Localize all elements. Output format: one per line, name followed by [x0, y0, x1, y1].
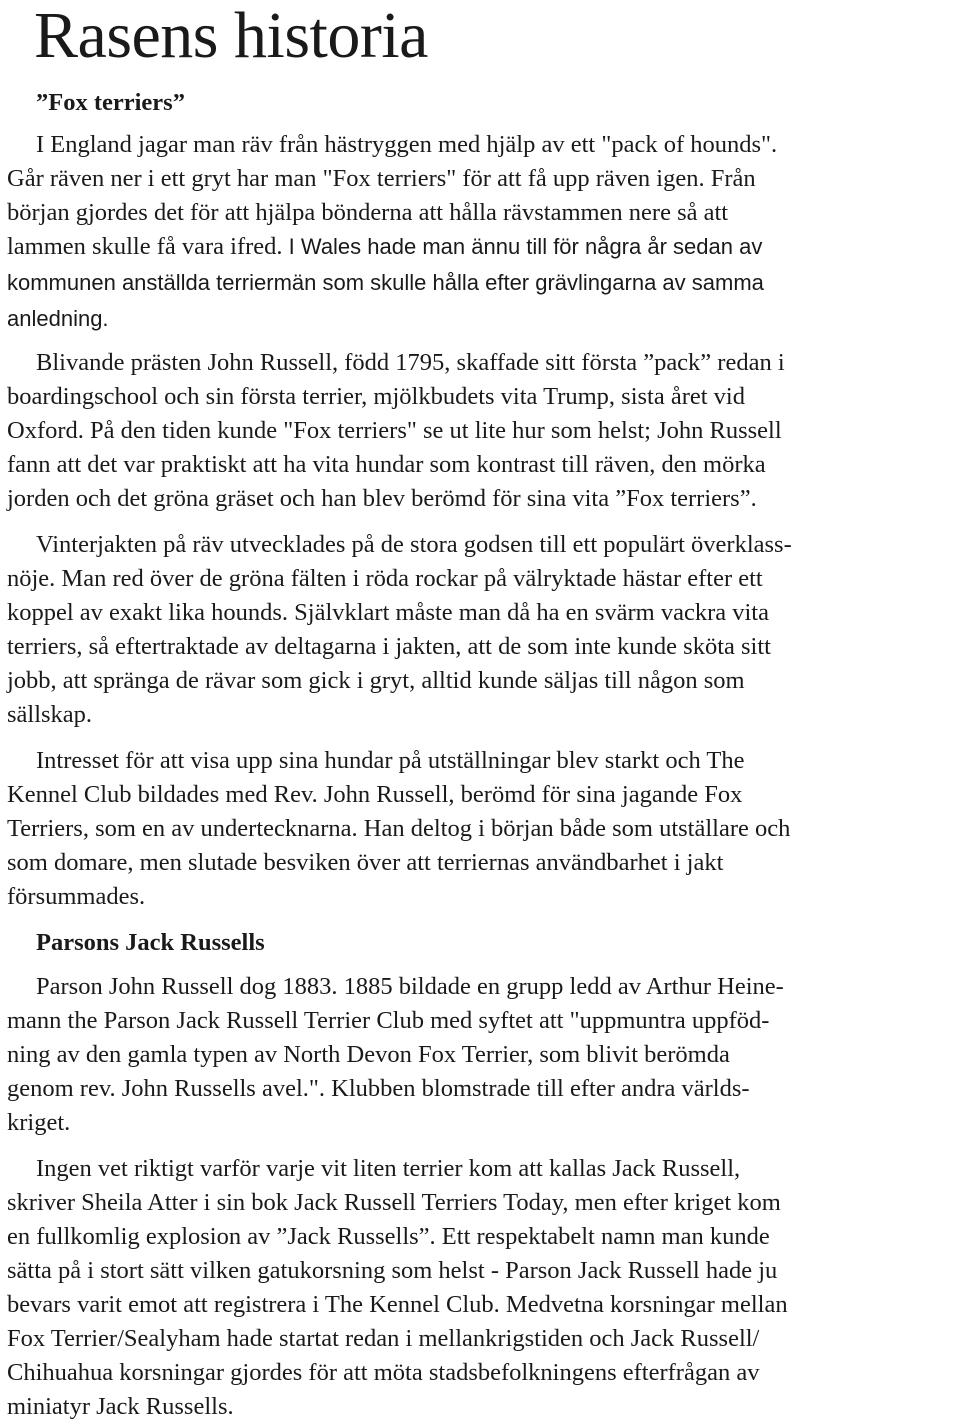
text-line: terriers, så eftertraktade av deltagarna i jakten, att de som inte kunde sköta sitt	[7, 633, 771, 660]
text-line: genom rev. John Russells avel.". Klubben blomstrade till efter andra världs-	[7, 1075, 750, 1102]
text-line: mann the Parson Jack Russell Terrier Club med syftet att "uppmuntra uppföd-	[7, 1007, 770, 1034]
text-line: en fullkomlig explosion av ”Jack Russells”. Ett respektabelt namn man kunde	[7, 1223, 770, 1250]
section-heading-parsons-jack-russells: Parsons Jack Russells	[36, 929, 265, 956]
page-title: Rasens historia	[34, 0, 428, 72]
text-line: Parson John Russell dog 1883. 1885 bildade en grupp ledd av Arthur Heine-	[36, 973, 784, 1000]
text-line	[7, 230, 762, 264]
text-line: skriver Sheila Atter i sin bok Jack Russell Terriers Today, men efter kriget kom	[7, 1189, 781, 1216]
text-line: början gjordes det för att hjälpa bönderna att hålla rävstammen nere så att	[7, 199, 729, 226]
text-line: Kennel Club bildades med Rev. John Russell, berömd för sina jagande Fox	[7, 781, 743, 808]
text-span-sans: I Wales hade man ännu till för några år sedan av	[288, 234, 763, 259]
text-line: bevars varit emot att registrera i The Kennel Club. Medvetna korsningar mellan	[7, 1291, 788, 1318]
text-line: Ingen vet riktigt varför varje vit liten terrier kom att kallas Jack Russell,	[36, 1155, 741, 1182]
text-line: boardingschool och sin första terrier, mjölkbudets vita Trump, sista året vid	[7, 383, 745, 410]
text-line: Oxford. På den tiden kunde "Fox terriers" se ut lite hur som helst; John Russell	[7, 417, 782, 444]
text-line: Fox Terrier/Sealyham hade startat redan i mellankrigstiden och Jack Russell/	[7, 1325, 760, 1352]
text-line: kriget.	[7, 1109, 71, 1136]
text-line: ning av den gamla typen av North Devon Fox Terrier, som blivit berömda	[7, 1041, 730, 1068]
text-line: nöje. Man red över de gröna fälten i röda rockar på välryktade hästar efter ett	[7, 565, 763, 592]
text-line: Terriers, som en av undertecknarna. Han deltog i början både som utställare och	[7, 815, 791, 842]
text-line: Vinterjakten på räv utvecklades på de stora godsen till ett populärt överklass-	[36, 531, 792, 558]
text-line: Intresset för att visa upp sina hundar på utställningar blev starkt och The	[36, 747, 745, 774]
text-line: kommunen anställda terriermän som skulle hålla efter grävlingarna av samma	[7, 270, 764, 295]
text-line: jobb, att spränga de rävar som gick i gryt, alltid kunde säljas till någon som	[7, 667, 745, 694]
text-line: försummades.	[7, 883, 146, 910]
text-line: anledning.	[7, 306, 109, 331]
text-line: Blivande prästen John Russell, född 1795, skaffade sitt första ”pack” redan i	[36, 349, 785, 376]
text-line: I England jagar man räv från hästryggen med hjälp av ett "pack of hounds".	[36, 131, 778, 158]
text-line: sällskap.	[7, 701, 93, 728]
text-line: koppel av exakt lika hounds. Självklart måste man då ha en svärm vackra vita	[7, 599, 769, 626]
text-line: jorden och det gröna gräset och han blev berömd för sina vita ”Fox terriers”.	[7, 485, 757, 512]
text-line: sätta på i stort sätt vilken gatukorsning som helst - Parson Jack Russell hade ju	[7, 1257, 778, 1284]
text-line: Chihuahua korsningar gjordes för att möta stadsbefolkningens efterfrågan av	[7, 1359, 760, 1386]
text-line: som domare, men slutade besviken över att terriernas användbarhet i jakt	[7, 849, 724, 876]
text-line: fann att det var praktiskt att ha vita hundar som kontrast till räven, den mörka	[7, 451, 766, 478]
text-line: miniatyr Jack Russells.	[7, 1393, 234, 1420]
text-span: lammen skulle få vara ifred.	[7, 233, 283, 260]
section-heading-fox-terriers: ”Fox terriers”	[36, 89, 185, 116]
text-line: Går räven ner i ett gryt har man "Fox terriers" för att få upp räven igen. Från	[7, 165, 756, 192]
